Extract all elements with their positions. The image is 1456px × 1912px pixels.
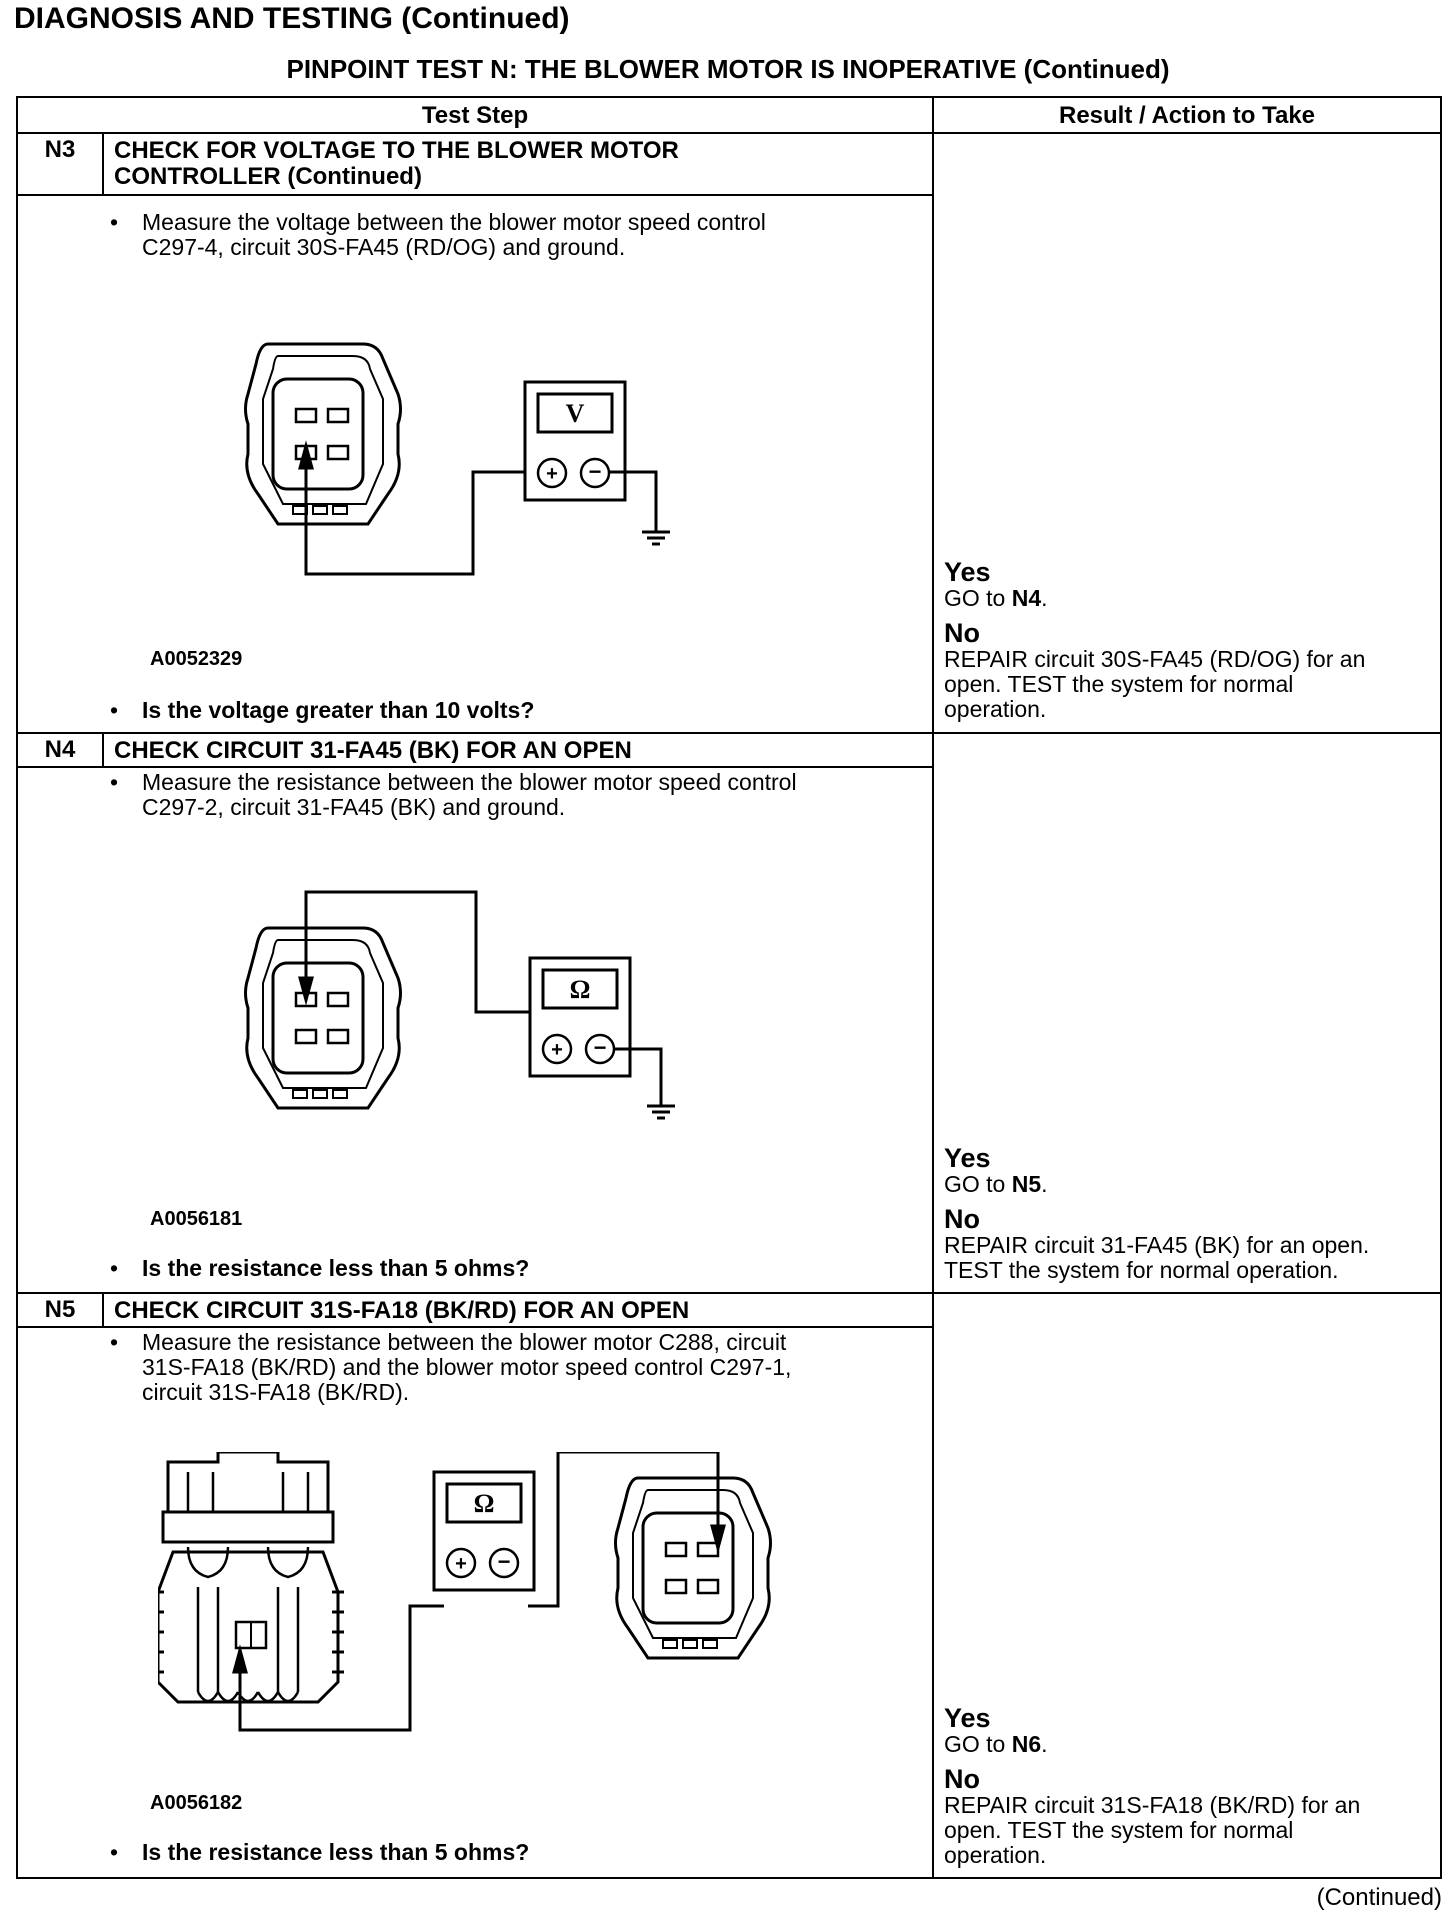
column-header-test-step: Test Step (421, 102, 529, 129)
step-result: Yes GO to N5. No REPAIR circuit 31-FA45 (BK) for an open. TEST the system for normal operation. (944, 1143, 1370, 1283)
electrical-connector-icon (246, 928, 401, 1108)
row-divider (18, 732, 1440, 734)
svg-text:+: + (546, 463, 558, 485)
multimeter-icon (530, 958, 630, 1076)
multimeter-icon (434, 1472, 534, 1590)
id-column-divider (102, 134, 104, 194)
multimeter-icon (525, 382, 625, 500)
step-result: Yes GO to N6. No REPAIR circuit 31S-FA18 (BK/RD) for an open. TEST the system for normal operation. (944, 1703, 1361, 1868)
page-title: DIAGNOSIS AND TESTING (Continued) (14, 2, 570, 35)
blower-motor-connector-icon (158, 1452, 344, 1702)
svg-text:−: − (497, 1549, 511, 1574)
electrical-connector-icon (616, 1478, 771, 1658)
step-result: Yes GO to N4. No REPAIR circuit 30S-FA45 (RD/OG) for an open. TEST the system for normal operation. (944, 557, 1366, 722)
continued-footer: (Continued) (1316, 1884, 1442, 1911)
row-divider (18, 766, 932, 768)
test-lead (300, 446, 535, 574)
svg-text:−: − (588, 459, 602, 484)
svg-text:V: V (565, 399, 585, 428)
step-id: N3 (44, 136, 76, 163)
step-title: CHECK FOR VOLTAGE TO THE BLOWER MOTOR CONTROLLER (Continued) (114, 137, 679, 190)
svg-text:+: + (455, 1553, 467, 1575)
figure-id: A0052329 (150, 648, 243, 670)
column-header-result: Result / Action to Take (1058, 102, 1316, 129)
figure-id: A0056182 (150, 1792, 243, 1814)
id-column-divider (102, 1294, 104, 1328)
row-divider (18, 1292, 1440, 1294)
row-divider (18, 194, 932, 196)
step-title: CHECK CIRCUIT 31S-FA18 (BK/RD) FOR AN OPEN (114, 1297, 690, 1324)
electrical-connector-icon (246, 344, 401, 524)
step-title: CHECK CIRCUIT 31-FA45 (BK) FOR AN OPEN (114, 737, 632, 764)
pinpoint-test-table: Test Step Result / Action to Take N3 CHECK FOR VOLTAGE TO THE BLOWER MOTOR CONTROLLER (Continued) • Measure the voltage between the blower motor speed control C297-4, circuit 30S-FA45 (RD/OG) and ground. V + − A0052329 • Is the voltage greater than 10 volts? Yes GO to N4. No REPAIR circuit 30S-FA45 (RD/OG) for an open. TEST the system for normal operation. N4 CHECK CIRCUIT 31-FA45 (BK) FOR AN OPEN • Measure the resistance between the blower motor speed control C297-2, circuit 31-FA45 (BK) and ground. Ω + − A0056181 • Is the resistance less than 5 ohms? Yes GO to N5. No REPAIR circuit 31-FA45 (BK) for an open. TEST the system for normal operation. N5 CHECK CIRCUIT 31S-FA18 (BK/RD) FOR AN OPEN • Measure the resistance between the blower motor C288, circuit 31S-FA18 (BK/RD) and the blower motor speed control C297-1, circuit 31S-FA18 (BK/RD). Ω + − A0056182 • Is the resistance less than 5 ohms? Yes GO to N6. No REPAIR circuit 31S-FA18 (BK/RD) for an open. TEST the system for normal operation. (16, 96, 1442, 1879)
column-divider (932, 98, 934, 1877)
step-id: N4 (44, 736, 76, 763)
svg-text:+: + (551, 1039, 563, 1061)
harness-resistance-test-diagram (158, 1452, 788, 1742)
svg-text:Ω: Ω (473, 1489, 495, 1518)
id-column-divider (102, 734, 104, 768)
svg-text:−: − (593, 1035, 607, 1060)
voltage-test-diagram (238, 334, 698, 604)
svg-text:Ω: Ω (569, 975, 591, 1004)
step-id: N5 (44, 1296, 76, 1323)
pinpoint-test-title: PINPOINT TEST N: THE BLOWER MOTOR IS INOPERATIVE (Continued) (286, 54, 1170, 84)
row-divider (18, 1326, 932, 1328)
figure-id: A0056181 (150, 1208, 243, 1230)
resistance-test-diagram (238, 888, 698, 1138)
